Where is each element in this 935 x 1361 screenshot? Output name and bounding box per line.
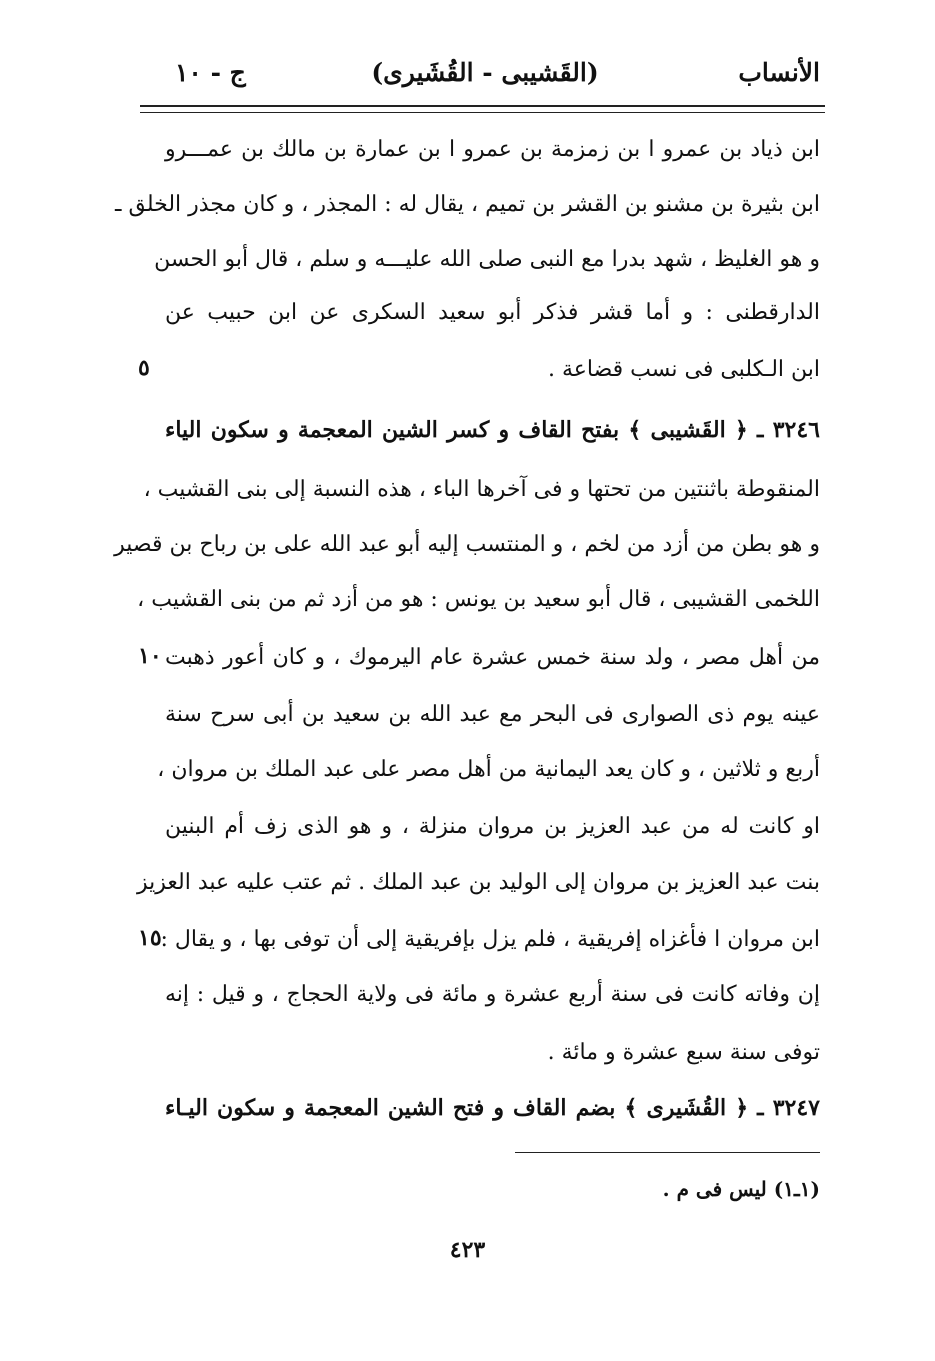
text-line: عينه يوم ذى الصوارى فى البحر مع عبد الله بن سعيد بن أبى سرح سنة: [165, 702, 820, 727]
text-line: ٣٢٤٦ ـ ﴿ القَشيبى ﴾ بفتح القاف و كسر الشين المعجمة و سكون الياء: [165, 417, 820, 443]
text-line: ٣٢٤٧ ـ ﴿ القُشَيرى ﴾ بضم القاف و فتح الشين المعجمة و سكون اليـاء: [165, 1095, 820, 1121]
line-number-marker: ٥: [138, 355, 150, 381]
text-line: إن وفاته كانت فى سنة أربع عشرة و مائة فى ولاية الحجاج ، و قيل : إنه: [165, 982, 820, 1007]
text-line: المنقوطة باثنتين من تحتها و فى آخرها الباء ، هذه النسبة إلى بنى القشيب ،: [143, 477, 820, 502]
line-number-marker: ١٠: [138, 643, 162, 669]
header-entry-range: (القَشيبى - القُشَيرى): [371, 58, 599, 87]
text-line: اللخمى القشيبى ، قال أبو سعيد بن يونس : هو من أزد ثم من بنى القشيب ،: [137, 587, 820, 612]
header-rule-thin: [140, 112, 825, 113]
text-line: او كانت له من عبد العزيز بن مروان منزلة ، و هو الذى زف أم البنين: [165, 814, 820, 839]
header-volume: ج - ١٠: [175, 58, 246, 87]
running-header: [150, 52, 820, 102]
text-line: من أهل مصر ، ولد سنة خمس عشرة عام اليرموك ، و كان أعور ذهبت: [165, 645, 820, 670]
text-line: بنت عبد العزيز بن مروان إلى الوليد بن عبد الملك . ثم عتب عليه عبد العزيز: [137, 870, 820, 895]
text-line: توفى سنة سبع عشرة و مائة .: [547, 1040, 820, 1065]
text-line: ابن مروان ا فأغزاه إفريقية ، فلم يزل بإفريقية إلى أن توفى بها ، و يقال :: [160, 927, 820, 952]
header-rule-thick: [140, 105, 825, 107]
text-line: و هو الغليظ ، شهد بدرا مع النبى صلى الله عليـــه و سلم ، قال أبو الحسن: [154, 247, 820, 272]
text-line: ابن بثيرة بن مشنو بن القشر بن تميم ، يقال له : المجذر ، و كان مجذر الخلق ـ: [115, 192, 820, 217]
text-line: ابن ذياد بن عمرو ا بن زمزمة بن عمرو ا بن عمارة بن مالك بن عمـــرو: [165, 137, 820, 162]
header-book-title: الأنساب: [738, 58, 820, 87]
footnote: (١ـ١) ليس فى م .: [662, 1177, 820, 1201]
page-number: ٤٢٣: [449, 1237, 486, 1263]
text-line: أربع و ثلاثين ، و كان يعد اليمانية من أهل مصر على عبد الملك بن مروان ،: [157, 757, 820, 782]
line-number-marker: ١٥: [138, 925, 162, 951]
text-line: ابن الـكلبى فى نسب قضاعة .: [547, 357, 820, 382]
footnote-rule: [515, 1152, 820, 1153]
text-line: و هو بطن من أزد من لخم ، و المنتسب إليه أبو عبد الله على بن رباح بن قصير: [114, 532, 820, 557]
text-line: الدارقطنى : و أما قشر فذكر أبو سعيد السكرى عن ابن حبيب عن: [165, 300, 820, 325]
